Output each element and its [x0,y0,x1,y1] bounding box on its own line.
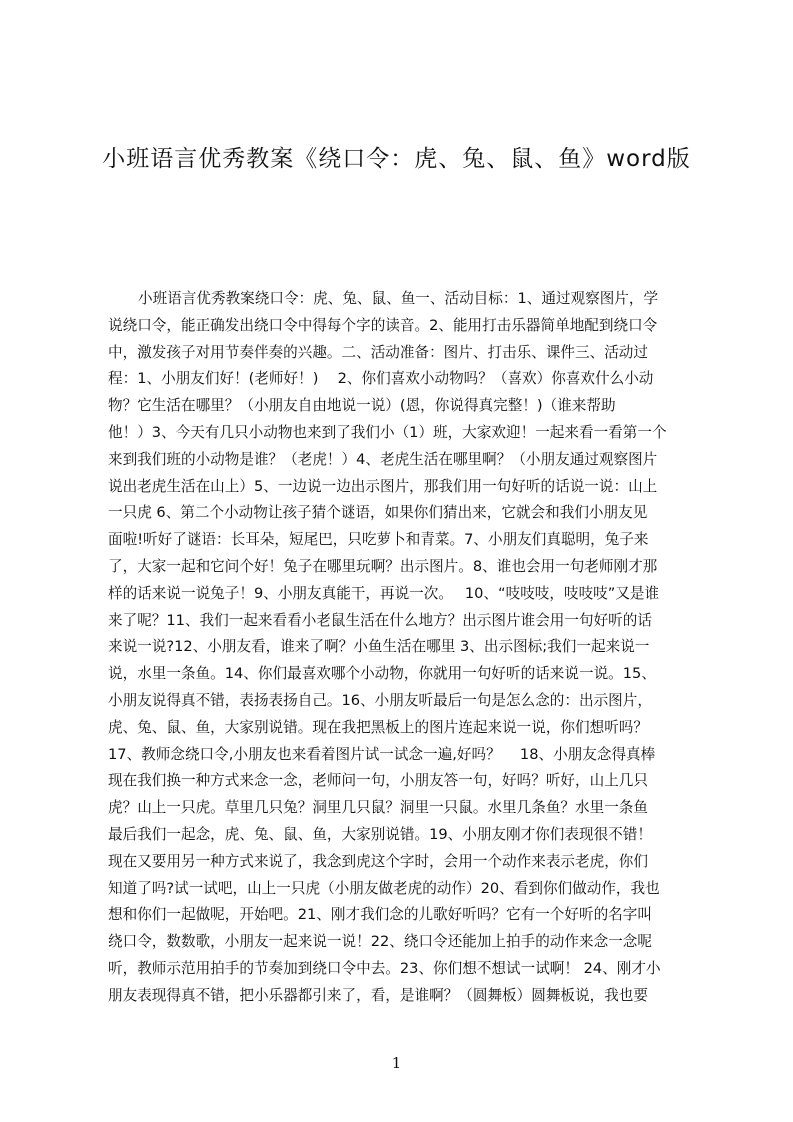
body-line: 虎、兔、鼠、鱼，大家别说错。现在我把黑板上的图片连起来说一说，你们想听吗？ [108,718,648,736]
page-number: 1 [391,1054,402,1072]
body-line: 虎？山上一只虎。草里几只兔？洞里几只鼠？洞里一只鼠。水里几条鱼？水里一条鱼 [108,799,648,817]
body-line: 中，激发孩子对用节奏伴奏的兴趣。二、活动准备：图片、打击乐、课件三、活动过 [108,343,648,361]
body-line: 小朋友说得真不错，表扬表扬自己。16、小朋友听最后一句是怎么念的：出示图片， [108,691,652,709]
document-title: 小班语言优秀教案《绕口令：虎、兔、鼠、鱼》word版 [102,146,691,172]
body-line: 来到我们班的小动物是谁？（老虎！）4、老虎生活在哪里啊？（小朋友通过观察图片 [108,450,658,468]
body-line: 说，水里一条鱼。14、你们最喜欢哪个小动物，你就用一句好听的话来说一说。15、 [108,665,656,683]
body-line: 说绕口令，能正确发出绕口令中得每个字的读音。2、能用打击乐器简单地配到绕口令 [108,316,658,334]
body-line: 现在我们换一种方式来念一念，老师问一句，小朋友答一句，好吗？听好，山上几只 [108,772,648,790]
body-line: 来说一说?12、小朋友看，谁来了啊？小鱼生活在哪里 3、出示图标;我们一起来说一 [108,638,650,656]
body-line: 面啦!听好了谜语：长耳朵，短尾巴，只吃萝卜和青菜。7、小朋友们真聪明，兔子来 [108,531,649,549]
body-line: 了，大家一起和它问个好！兔子在哪里玩啊？出示图片。8、谁也会用一句老师刚才那 [108,557,658,575]
body-line: 程：1、小朋友们好！(老师好！) 2、你们喜欢小动物吗？（喜欢）你喜欢什么小动 [108,370,654,388]
body-line: 一只虎 6、第二个小动物让孩子猜个谜语，如果你们猜出来，它就会和我们小朋友见 [108,504,648,522]
body-line: 说出老虎生活在山上）5、一边说一边出示图片，那我们用一句好听的话说一说：山上 [108,477,658,495]
body-line: 来了呢？11、我们一起来看看小老鼠生活在什么地方？出示图片谁会用一句好听的话 [108,611,652,629]
body-line: 他！）3、今天有几只小动物也来到了我们小（1）班，大家欢迎！一起来看一看第一个 [108,423,667,441]
body-line: 最后我们一起念，虎、兔、鼠、鱼，大家别说错。19、小朋友刚才你们表现很不错！ [108,825,652,843]
body-line: 绕口令，数数歌，小朋友一起来说一说！22、绕口令还能加上拍手的动作来念一念呢 [108,933,652,951]
body-line: 样的话来说一说兔子！9、小朋友真能干，再说一次。 10、“吱吱吱，吱吱吱”又是谁 [108,584,660,602]
body-line: 朋友表现得真不错，把小乐器都引来了，看，是谁啊？（圆舞板）圆舞板说，我也要 [108,986,648,1004]
body-line: 听，教师示范用拍手的节奏加到绕口令中去。23、你们想不想试一试啊！ 24、刚才小 [108,959,661,977]
body-line: 想和你们一起做呢，开始吧。21、刚才我们念的儿歌好听吗？它有一个好听的名字叫 [108,906,652,924]
body-line: 17、教师念绕口令,小朋友也来看着图片试一试念一遍,好吗？ 18、小朋友念得真棒 [108,745,656,763]
body-line: 小班语言优秀教案绕口令：虎、兔、鼠、鱼一、活动目标：1、通过观察图片，学 [138,290,659,307]
body-line: 知道了吗?试一试吧，山上一只虎（小朋友做老虎的动作）20、看到你们做动作，我也 [108,879,660,897]
body-line: 现在又要用另一种方式来说了，我念到虎这个字时，会用一个动作来表示老虎，你们 [108,852,648,870]
document-body [108,286,700,1010]
body-line: 物？它生活在哪里？（小朋友自由地说一说）(恩，你说得真完整！)（谁来帮助 [108,397,616,415]
